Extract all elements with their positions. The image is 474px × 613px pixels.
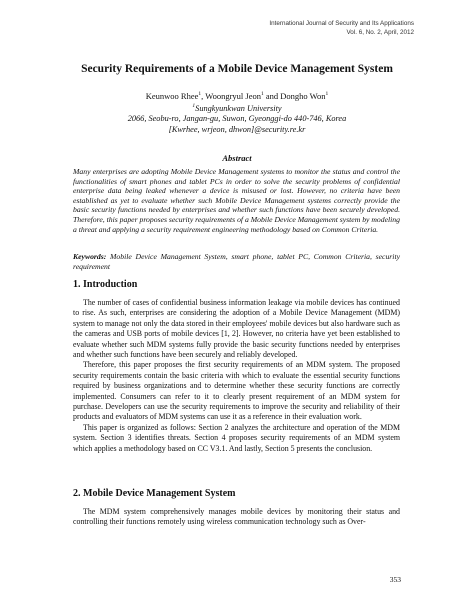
author-affiliation-mark: 1 [261, 91, 264, 98]
running-head [269, 20, 414, 37]
abstract-text: Many enterprises are adopting Mobile Device Management systems to monitor the status and control the functionalities of smart phones and tablet PCs in order to solve the security problems of confidential enterprise data being leaked whenever a device is misused or lost. However, no criteria have been established as yet to evaluate whether such Mobile Device Management systems correctly provide the basic security functions needed by enterprises and whether such functions have been securely developed. Therefore, this paper proposes security requirements of a Mobile Device Management system by modeling a threat and applying a security requirement engineering methodology based on Common Criteria. [73, 167, 400, 234]
section-heading-introduction: 1. Introduction [73, 279, 138, 290]
affiliation-institution: $^1$Sungkyunkwan University [192, 103, 282, 113]
author-name: Woongryul Jeon [205, 91, 261, 101]
section-body-mdm-system [73, 507, 400, 528]
page-number: 353 [389, 575, 401, 584]
affiliation-block [0, 104, 474, 135]
keywords-text: Mobile Device Management System, smart phone, tablet PC, Common Criteria, security requirement [73, 252, 400, 271]
author-name: Keunwoo Rhee [145, 91, 199, 101]
author-name: Dongho Won [280, 91, 326, 101]
affiliation-emails: [Kwrhee, wrjeon, dhwon]@security.re.kr [168, 124, 306, 134]
author-affiliation-mark: 1 [325, 91, 329, 98]
author-list [0, 91, 474, 101]
author-affiliation-mark: 1 [198, 91, 202, 98]
body-paragraph: The MDM system comprehensively manages mobile devices by monitoring their status and controlling their functions remotely using wireless communication technology such as Over- [73, 507, 400, 527]
keywords [73, 252, 400, 271]
section-heading-mdm-system: 2. Mobile Device Management System [73, 488, 236, 499]
author-separator: and [263, 91, 281, 101]
body-paragraph: This paper is organized as follows: Section 2 analyzes the architecture and operation of the MDM system. Section 3 identifies threats. Section 4 proposes security requirements of an MDM system which applies a methodology based on CC V3.1. And lastly, Section 5 presents the conclusion. [73, 422, 400, 453]
author-separator: , [201, 91, 206, 101]
paper-title: Security Requirements of a Mobile Device Management System [81, 63, 393, 75]
affiliation-mark: 1 [192, 103, 196, 110]
journal-volume: Vol. 6, No. 2, April, 2012 [346, 28, 414, 36]
affiliation-address: 2066, Seobu-ro, Jangan-gu, Suwon, Gyeonggi-do 440-746, Korea [127, 114, 347, 124]
body-paragraph: The number of cases of confidential business information leakage via mobile devices has continued to rise. As such, enterprises are considering the adoption of a Mobile Device Management (MDM) system to manage not only the data stored in their employees' mobile devices but also hardware such as the cameras and USB ports of mobile devices [1, 2]. However, no criteria have yet been established to evaluate whether such MDM systems fully provide the basic security functions needed by enterprises and whether such functions have been securely and reliably developed. [73, 298, 400, 360]
journal-name: International Journal of Security and Its Applications [269, 20, 414, 27]
abstract-heading: Abstract [222, 153, 252, 163]
body-paragraph: Therefore, this paper proposes the first security requirements of an MDM system. The proposed security requirements contain the basic criteria with which to evaluate the essential security functions required by business organizations and to determine whether these security functions are correctly implemented. Consumers can refer to it to clearly present requirement of an MDM system for purchase. Developers can use the security requirements to improve the security and reliability of their products and evaluators of MDM systems can use it as a reference in their evaluation work. [73, 360, 400, 422]
keywords-label: Keywords: [73, 252, 107, 261]
section-body-introduction [73, 298, 400, 454]
